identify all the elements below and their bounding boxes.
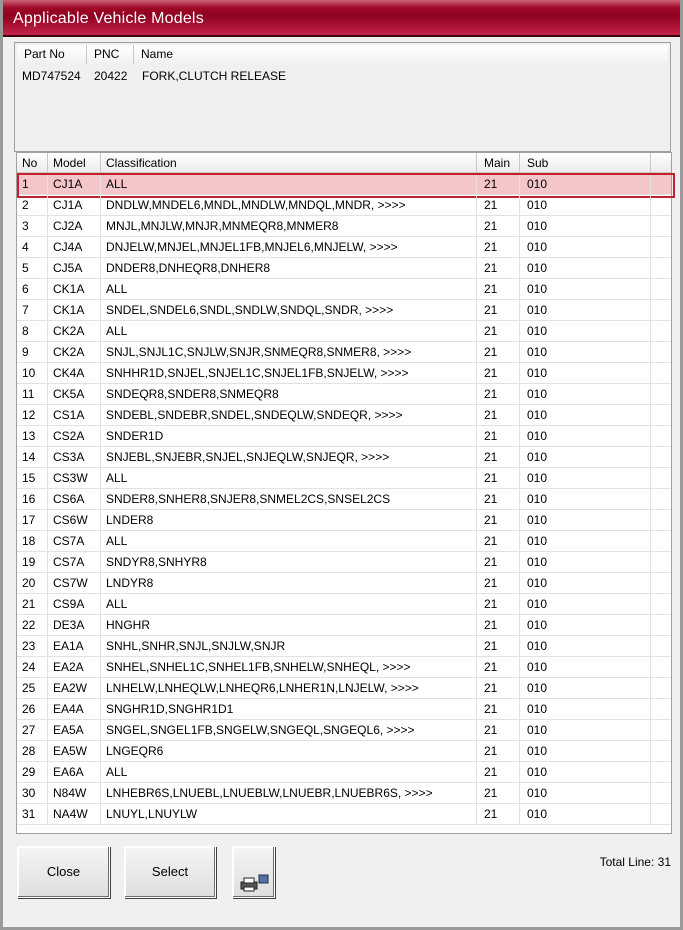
cell-classification: SNGEL,SNGEL1FB,SNGELW,SNGEQL,SNGEQL6, >>>> (101, 720, 477, 741)
print-button[interactable] (232, 846, 275, 898)
cell-classification: SNHL,SNHR,SNJL,SNJLW,SNJR (101, 636, 477, 657)
cell-no: 21 (17, 594, 48, 615)
cell-no: 11 (17, 384, 48, 405)
cell-main: 21 (477, 342, 520, 363)
cell-main: 21 (477, 447, 520, 468)
cell-sub: 010 (520, 783, 651, 804)
cell-filler (651, 384, 671, 405)
cell-no: 23 (17, 636, 48, 657)
cell-sub: 010 (520, 384, 651, 405)
cell-classification: DNDLW,MNDEL6,MNDL,MNDLW,MNDQL,MNDR, >>>> (101, 195, 477, 216)
cell-classification: ALL (101, 468, 477, 489)
cell-no: 14 (17, 447, 48, 468)
cell-model: CS3W (48, 468, 101, 489)
table-row[interactable] (17, 657, 671, 678)
cell-main: 21 (477, 762, 520, 783)
cell-model: EA4A (48, 699, 101, 720)
table-row[interactable] (17, 804, 671, 825)
table-row[interactable] (17, 678, 671, 699)
table-row[interactable] (17, 216, 671, 237)
cell-model: CJ2A (48, 216, 101, 237)
cell-classification: ALL (101, 762, 477, 783)
table-row[interactable] (17, 195, 671, 216)
cell-model: CS2A (48, 426, 101, 447)
cell-no: 26 (17, 699, 48, 720)
table-header (17, 153, 671, 173)
cell-main: 21 (477, 195, 520, 216)
cell-sub: 010 (520, 762, 651, 783)
cell-model: EA6A (48, 762, 101, 783)
column-header-no[interactable]: No (17, 153, 48, 173)
cell-sub: 010 (520, 342, 651, 363)
cell-filler (651, 405, 671, 426)
cell-sub: 010 (520, 552, 651, 573)
cell-sub: 010 (520, 447, 651, 468)
cell-filler (651, 447, 671, 468)
table-row[interactable] (17, 573, 671, 594)
cell-no: 8 (17, 321, 48, 342)
cell-classification: LNHEBR6S,LNUEBL,LNUEBLW,LNUEBR,LNUEBR6S, >>>> (101, 783, 477, 804)
cell-model: CK1A (48, 300, 101, 321)
cell-filler (651, 279, 671, 300)
cell-no: 13 (17, 426, 48, 447)
cell-classification: DNDER8,DNHEQR8,DNHER8 (101, 258, 477, 279)
cell-no: 4 (17, 237, 48, 258)
cell-no: 9 (17, 342, 48, 363)
cell-model: EA2W (48, 678, 101, 699)
cell-filler (651, 804, 671, 825)
table-row[interactable] (17, 741, 671, 762)
table-row[interactable] (17, 342, 671, 363)
cell-no: 3 (17, 216, 48, 237)
cell-sub: 010 (520, 321, 651, 342)
cell-classification: ALL (101, 279, 477, 300)
cell-filler (651, 594, 671, 615)
cell-classification: SNDYR8,SNHYR8 (101, 552, 477, 573)
cell-model: DE3A (48, 615, 101, 636)
part-name-value: FORK,CLUTCH RELEASE (142, 69, 287, 83)
total-line-count: Total Line: 31 (599, 855, 671, 869)
cell-main: 21 (477, 594, 520, 615)
cell-sub: 010 (520, 657, 651, 678)
table-row[interactable] (17, 468, 671, 489)
table-row[interactable] (17, 720, 671, 741)
cell-no: 28 (17, 741, 48, 762)
cell-filler (651, 783, 671, 804)
cell-main: 21 (477, 510, 520, 531)
vehicle-models-table (16, 152, 672, 834)
cell-filler (651, 510, 671, 531)
cell-classification: ALL (101, 531, 477, 552)
cell-classification: DNJELW,MNJEL,MNJEL1FB,MNJEL6,MNJELW, >>>> (101, 237, 477, 258)
part-info-panel (14, 42, 671, 152)
cell-model: EA1A (48, 636, 101, 657)
cell-sub: 010 (520, 594, 651, 615)
cell-model: NA4W (48, 804, 101, 825)
cell-main: 21 (477, 279, 520, 300)
column-header-part-no[interactable]: Part No (17, 45, 87, 64)
table-row[interactable] (17, 384, 671, 405)
table-row[interactable] (17, 699, 671, 720)
cell-classification: SNDER1D (101, 426, 477, 447)
cell-classification: LNDER8 (101, 510, 477, 531)
cell-model: CJ1A (48, 174, 101, 195)
cell-no: 30 (17, 783, 48, 804)
cell-classification: SNDEBL,SNDEBR,SNDEL,SNDEQLW,SNDEQR, >>>> (101, 405, 477, 426)
cell-model: CK5A (48, 384, 101, 405)
cell-filler (651, 531, 671, 552)
cell-model: CS6W (48, 510, 101, 531)
cell-sub: 010 (520, 489, 651, 510)
cell-main: 21 (477, 426, 520, 447)
cell-classification: SNJL,SNJL1C,SNJLW,SNJR,SNMEQR8,SNMER8, >>>> (101, 342, 477, 363)
part-no-value: MD747524 (22, 69, 81, 83)
cell-filler (651, 195, 671, 216)
cell-no: 19 (17, 552, 48, 573)
cell-filler (651, 174, 671, 195)
table-row[interactable] (17, 279, 671, 300)
cell-main: 21 (477, 489, 520, 510)
cell-sub: 010 (520, 279, 651, 300)
cell-no: 2 (17, 195, 48, 216)
table-row[interactable] (17, 426, 671, 447)
cell-main: 21 (477, 258, 520, 279)
cell-main: 21 (477, 783, 520, 804)
cell-sub: 010 (520, 510, 651, 531)
cell-filler (651, 720, 671, 741)
cell-no: 27 (17, 720, 48, 741)
cell-sub: 010 (520, 426, 651, 447)
cell-filler (651, 468, 671, 489)
cell-filler (651, 615, 671, 636)
cell-classification: SNHHR1D,SNJEL,SNJEL1C,SNJEL1FB,SNJELW, >>>> (101, 363, 477, 384)
cell-main: 21 (477, 363, 520, 384)
cell-no: 12 (17, 405, 48, 426)
select-button[interactable]: Select (124, 846, 216, 898)
cell-classification: SNDEL,SNDEL6,SNDL,SNDLW,SNDQL,SNDR, >>>> (101, 300, 477, 321)
cell-sub: 010 (520, 300, 651, 321)
cell-classification: LNHELW,LNHEQLW,LNHEQR6,LNHER1N,LNJELW, >>>> (101, 678, 477, 699)
cell-main: 21 (477, 468, 520, 489)
cell-no: 22 (17, 615, 48, 636)
cell-no: 5 (17, 258, 48, 279)
cell-main: 21 (477, 804, 520, 825)
cell-filler (651, 216, 671, 237)
cell-classification: SNDER8,SNHER8,SNJER8,SNMEL2CS,SNSEL2CS (101, 489, 477, 510)
title-bar[interactable] (3, 0, 680, 37)
cell-main: 21 (477, 741, 520, 762)
cell-main: 21 (477, 237, 520, 258)
cell-no: 20 (17, 573, 48, 594)
cell-main: 21 (477, 615, 520, 636)
cell-filler (651, 321, 671, 342)
cell-sub: 010 (520, 237, 651, 258)
cell-sub: 010 (520, 216, 651, 237)
column-header-pnc[interactable]: PNC (87, 45, 134, 64)
cell-model: EA5A (48, 720, 101, 741)
table-row[interactable] (17, 552, 671, 573)
cell-filler (651, 699, 671, 720)
cell-main: 21 (477, 216, 520, 237)
cell-no: 25 (17, 678, 48, 699)
cell-filler (651, 678, 671, 699)
cell-classification: LNGEQR6 (101, 741, 477, 762)
cell-filler (651, 573, 671, 594)
table-row[interactable] (17, 405, 671, 426)
cell-model: CK2A (48, 342, 101, 363)
table-row[interactable] (17, 489, 671, 510)
cell-filler (651, 657, 671, 678)
cell-no: 7 (17, 300, 48, 321)
pnc-value: 20422 (94, 69, 128, 83)
cell-main: 21 (477, 699, 520, 720)
cell-filler (651, 636, 671, 657)
title-bar-gloss (3, 0, 680, 8)
cell-classification: ALL (101, 321, 477, 342)
table-row[interactable] (17, 363, 671, 384)
cell-model: N84W (48, 783, 101, 804)
cell-model: CS3A (48, 447, 101, 468)
cell-filler (651, 300, 671, 321)
cell-no: 17 (17, 510, 48, 531)
cell-sub: 010 (520, 804, 651, 825)
cell-classification: MNJL,MNJLW,MNJR,MNMEQR8,MNMER8 (101, 216, 477, 237)
cell-main: 21 (477, 636, 520, 657)
cell-sub: 010 (520, 615, 651, 636)
cell-model: EA5W (48, 741, 101, 762)
cell-sub: 010 (520, 363, 651, 384)
cell-filler (651, 363, 671, 384)
table-row[interactable] (17, 531, 671, 552)
table-body (17, 174, 671, 825)
table-row[interactable] (17, 636, 671, 657)
cell-main: 21 (477, 678, 520, 699)
table-row[interactable] (17, 447, 671, 468)
cell-model: CS6A (48, 489, 101, 510)
cell-sub: 010 (520, 678, 651, 699)
part-info-header (17, 45, 668, 64)
cell-filler (651, 426, 671, 447)
cell-sub: 010 (520, 195, 651, 216)
table-row[interactable] (17, 258, 671, 279)
cell-main: 21 (477, 321, 520, 342)
printer-icon (239, 863, 269, 913)
cell-no: 18 (17, 531, 48, 552)
cell-main: 21 (477, 384, 520, 405)
cell-filler (651, 237, 671, 258)
cell-classification: ALL (101, 594, 477, 615)
cell-model: CS7W (48, 573, 101, 594)
close-button[interactable]: Close (17, 846, 110, 898)
cell-classification: HNGHR (101, 615, 477, 636)
cell-filler (651, 552, 671, 573)
cell-sub: 010 (520, 636, 651, 657)
table-row[interactable] (17, 174, 671, 195)
cell-sub: 010 (520, 720, 651, 741)
cell-no: 29 (17, 762, 48, 783)
cell-model: EA2A (48, 657, 101, 678)
part-info-row[interactable] (17, 67, 668, 85)
column-header-name[interactable]: Name (134, 45, 668, 64)
cell-model: CK2A (48, 321, 101, 342)
column-header-main[interactable]: Main (477, 153, 520, 173)
cell-model: CJ1A (48, 195, 101, 216)
cell-main: 21 (477, 300, 520, 321)
cell-sub: 010 (520, 258, 651, 279)
table-row[interactable] (17, 762, 671, 783)
cell-no: 10 (17, 363, 48, 384)
cell-classification: LNUYL,LNUYLW (101, 804, 477, 825)
cell-sub: 010 (520, 573, 651, 594)
cell-sub: 010 (520, 741, 651, 762)
column-header-filler (651, 153, 671, 173)
table-row[interactable] (17, 300, 671, 321)
column-header-model[interactable]: Model (48, 153, 101, 173)
cell-no: 6 (17, 279, 48, 300)
table-row[interactable] (17, 783, 671, 804)
cell-filler (651, 258, 671, 279)
cell-model: CS7A (48, 552, 101, 573)
cell-main: 21 (477, 552, 520, 573)
cell-classification: LNDYR8 (101, 573, 477, 594)
table-row[interactable] (17, 510, 671, 531)
cell-main: 21 (477, 720, 520, 741)
table-row[interactable] (17, 594, 671, 615)
cell-model: CS1A (48, 405, 101, 426)
cell-filler (651, 762, 671, 783)
cell-no: 1 (17, 174, 48, 195)
cell-model: CK1A (48, 279, 101, 300)
cell-sub: 010 (520, 531, 651, 552)
cell-no: 31 (17, 804, 48, 825)
cell-filler (651, 741, 671, 762)
table-row[interactable] (17, 237, 671, 258)
cell-no: 24 (17, 657, 48, 678)
column-header-sub[interactable]: Sub (520, 153, 651, 173)
column-header-classification[interactable]: Classification (101, 153, 477, 173)
cell-filler (651, 489, 671, 510)
cell-classification: SNJEBL,SNJEBR,SNJEL,SNJEQLW,SNJEQR, >>>> (101, 447, 477, 468)
cell-model: CS9A (48, 594, 101, 615)
table-row[interactable] (17, 321, 671, 342)
table-row[interactable] (17, 615, 671, 636)
cell-sub: 010 (520, 405, 651, 426)
cell-sub: 010 (520, 468, 651, 489)
cell-model: CJ5A (48, 258, 101, 279)
cell-main: 21 (477, 657, 520, 678)
cell-main: 21 (477, 573, 520, 594)
cell-main: 21 (477, 405, 520, 426)
cell-classification: SNHEL,SNHEL1C,SNHEL1FB,SNHELW,SNHEQL, >>>> (101, 657, 477, 678)
cell-main: 21 (477, 174, 520, 195)
cell-classification: SNDEQR8,SNDER8,SNMEQR8 (101, 384, 477, 405)
cell-classification: ALL (101, 174, 477, 195)
cell-model: CS7A (48, 531, 101, 552)
cell-sub: 010 (520, 174, 651, 195)
cell-classification: SNGHR1D,SNGHR1D1 (101, 699, 477, 720)
cell-model: CK4A (48, 363, 101, 384)
window-title: Applicable Vehicle Models (13, 10, 204, 27)
cell-model: CJ4A (48, 237, 101, 258)
cell-no: 15 (17, 468, 48, 489)
cell-main: 21 (477, 531, 520, 552)
cell-filler (651, 342, 671, 363)
cell-sub: 010 (520, 699, 651, 720)
cell-no: 16 (17, 489, 48, 510)
